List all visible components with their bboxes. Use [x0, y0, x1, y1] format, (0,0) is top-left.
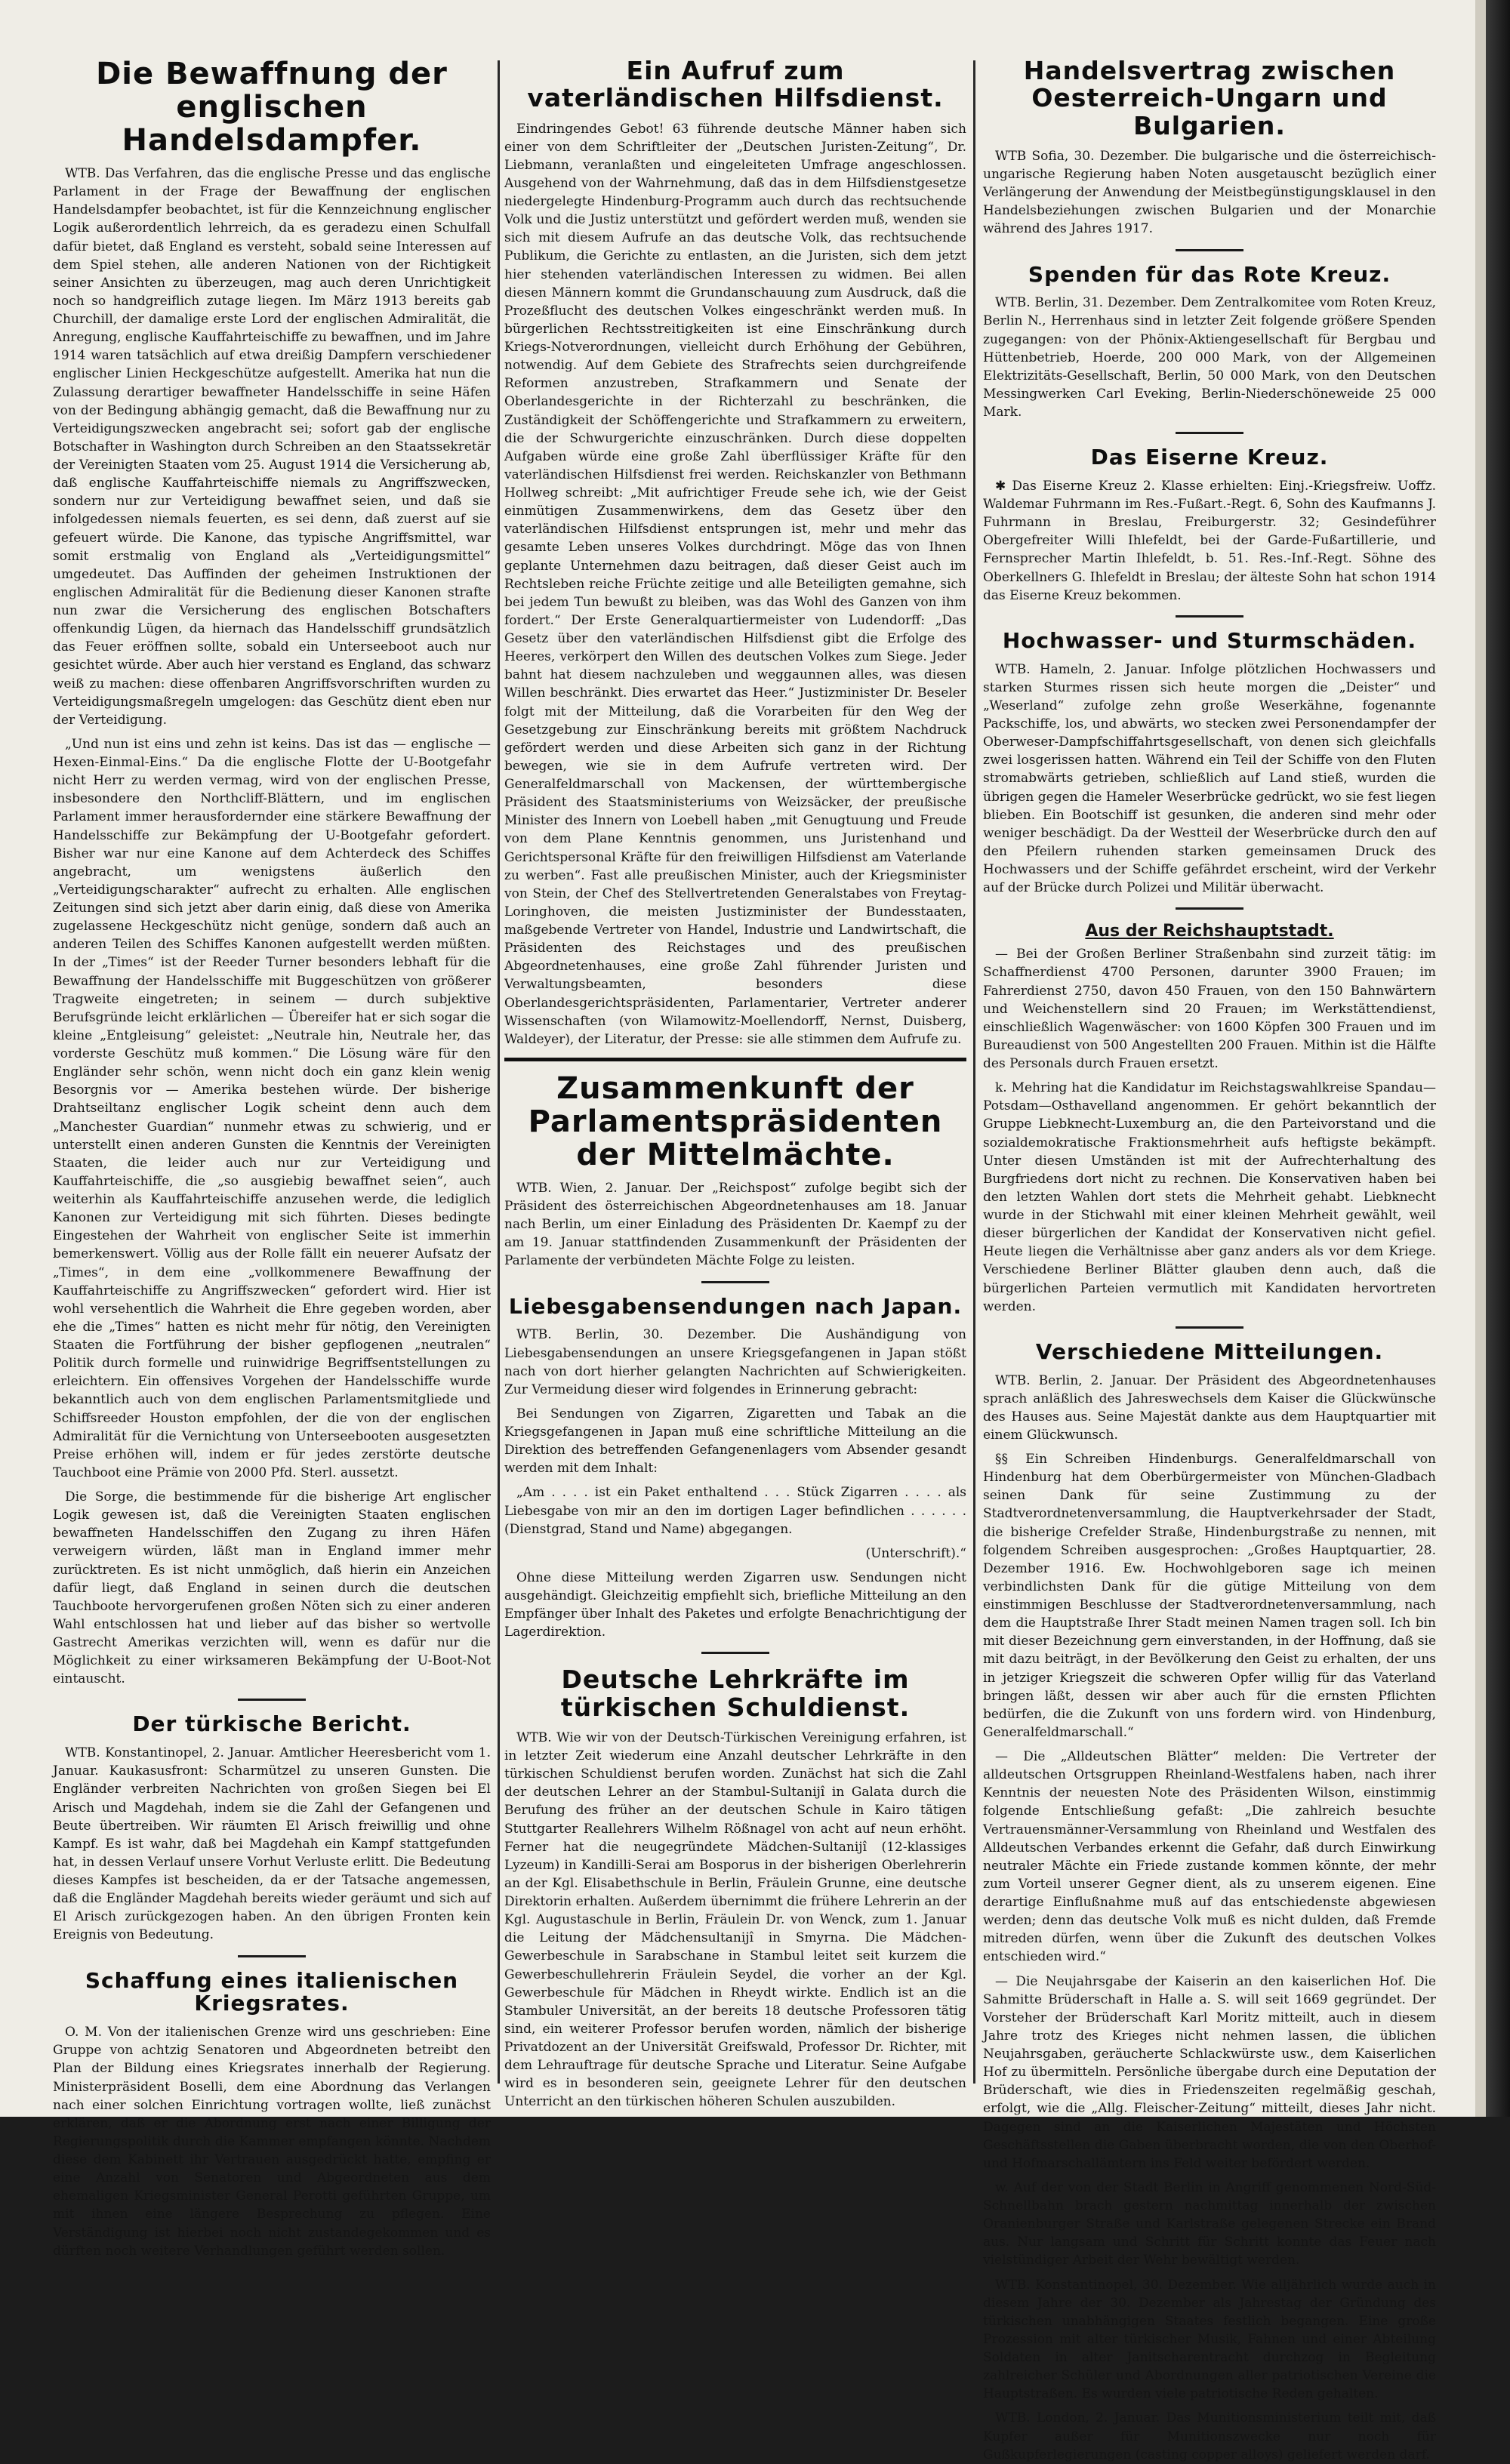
article-paragraph: Ohne diese Mitteilung werden Zigarren usw. Sendungen nicht ausgehändigt. Gleichzeitig empfiehlt sich, briefliche Mitteilung an den Empfänger über Inhalt des Paketes und erfolgte Benachrichtigung der Lagerdirektion.: [504, 1569, 966, 1640]
article-paragraph: Eindringendes Gebot! 63 führende deutsche Männer haben sich einer von dem Schriftleiter der „Deutschen Juristen-Zeitung“, Dr. Liebmann, veranlaßten und eingeleiteten Umfrage angeschlossen. Ausgehend von der Wahrnehmung, daß das in dem Hilfsdienstgesetze niedergelegte Hindenburg-Programm auch durch das rechtsuchende Volk und die Justiz unterstützt und gefördert werden muß, wenden sie sich mit diesem Aufrufe an das deutsche Volk, das rechtsuchende Publikum, die Gerichte zu entlasten, an die Juristen, sich dem jetzt hier stehenden vaterländischen Interessen zu widmen. Bei allen diesen Männern kommt die Grundanschauung zum Ausdruck, daß die Prozeßflucht des deutschen Volkes eingeschränkt werden muß. In bürgerlichen Rechtsstreitigkeiten ist eine Einschränkung durch Kriegs-Notverordnungen, vielleicht durch Erhöhung der Gebühren, notwendig. Auf dem Gebiete des Strafrechts seien durchgreifende Reformen anzustreben, Strafkammern und Senate der Oberlandesgerichte in der Richterzahl zu beschränken, die Zuständigkeit der Schöffengerichte und Strafkammern zu erweitern, die der Schwurgerichte einzuschränken. Durch diese doppelten Aufgaben würde eine große Zahl überflüssiger Kräfte für den vaterländischen Hilfsdienst frei werden. Reichskanzler von Bethmann Hollweg schreibt: „Mit aufrichtiger Freude sehe ich, wie der Geist einmütigen Zusammenwirkens, dem das Gesetz über den vaterländischen Hilfsdienst entsprungen ist, mehr und mehr das gesamte Leben unseres Volkes durchdringt. Möge das von Ihnen geplante Unternehmen dazu beitragen, daß dieser Geist auch im Rechtsleben reiche Früchte zeitige und alle Beteiligten gemahne, sich bei jedem Tun bewußt zu bleiben, was das Wohl des Ganzen von ihm fordert.“ Der Erste Generalquartiermeister von Ludendorff: „Das Gesetz über den vaterländischen Hilfsdienst gibt die Erfolge des Heeres, verkörpert den Willen des deutschen Volkes zum Siege. Jeder bahnt hat diesem nachzuleben und weggaunnen alles, was diesen Willen beschränkt. Dies erwartet das Heer.“ Justizminister Dr. Beseler folgt mit der Mitteilung, daß die Vorarbeiten für den Weg der Gesetzgebung zur Einschränkung bereits mit größtem Nachdruck gefördert werden und diese Arbeiten sich ganz in der Richtung bewegen, wie sie in dem Aufrufe vertreten wird. Der Generalfeldmarschall von Mackensen, der württembergische Präsident des Staatsministeriums von Weizsäcker, der preußische Minister des Innern von Loebell haben „mit Genugtuung und Freude von dem Plane Kenntnis genommen, uns Juristenhand und Gerichtspersonal Kräfte für den freiwilligen Hilfsdienst am Vaterlande zu werben“. Fast alle preußischen Minister, auch der Kriegsminister von Stein, der Chef des Stellvertretenden Generalstabes von Freytag-Loringhoven, die meisten Justizminister der Bundesstaaten, maßgebende Vertreter von Handel, Industrie und Landwirtschaft, die Präsidenten des Reichstages und des preußischen Abgeordnetenhauses, eine große Zahl führender Juristen und Verwaltungsbeamten, besonders diese Oberlandesgerichtspräsidenten, Parlamentarier, Vertreter anderer Wissenschaften (von Wilamowitz-Moellendorff, Nernst, Duisberg, Waldeyer), der Literatur, der Presse: sie alle stimmen dem Aufrufe zu.: [504, 121, 966, 1047]
article-paragraph: WTB. London, 2. Januar. Das Munitionsministerium teilt mit, daß Kupfer außer für Munitionszwecke nur noch für Gußkupferlegierungen (casting copper alloys) geliefert werden darf.: [983, 2410, 1436, 2462]
article-paragraph: WTB. Konstantinopel, 2. Januar. Amtlicher Heeresbericht vom 1. Januar. Kaukasusfront: Scharmützel zu unseren Gunsten. Die Engländer verbreiten Nachrichten von großen Siegen bei El Arisch und Magdehah, indem sie die Zahl der Gefangenen und Beute übertreiben. Wir räumten El Arisch freiwillig und ohne Kampf. Es ist wahr, daß bei Magdehah ein Kampf stattgefunden hat, in dessen Verlauf unsere Vorhut Verluste erlitt. Die Bedeutung dieses Kampfes ist bescheiden, da er der Tatsache angemessen, daß die Engländer Magdehah bereits wieder geräumt und sich auf El Arisch zurückgezogen haben. An den übrigen Fronten kein Ereignis von Bedeutung.: [53, 1745, 491, 1943]
section-divider: [701, 1281, 769, 1283]
article-paragraph: WTB Sofia, 30. Dezember. Die bulgarische und die österreichisch-ungarische Regierung haben Noten ausgetauscht bezüglich einer Verlängerung der Anwendung der Meistbegünstigungsklausel in den Handelsbeziehungen zwischen Bulgarien und der Monarchie während des Jahres 1917.: [983, 148, 1436, 237]
article-paragraph: WTB. Hameln, 2. Januar. Infolge plötzlichen Hochwassers und starken Sturmes rissen sich heute morgen die „Deister“ und „Weserland“ zufolge zehn große Weserkähne, fogenannte Packschiffe, los, und abwärts, wo stecken zwei Personendampfer der Oberweser-Dampfschiffahrtsgesellschaft, von denen sich gleichfalls zwei losgerissen hatten. Während ein Teil der Schiffe von den Fluten stromabwärts getrieben, schließlich auf Land stieß, wurden die übrigen gegen die Hameler Weserbrücke gedrückt, wo sie fest liegen blieben. Ein Bootschiff ist gesunken, die anderen sind mehr oder weniger beschädigt. Da der Westteil der Weserbrücke durch den auf den Pfeilern ruhenden starken gemeinsamen Druck des Hochwassers und der Schiffe gefährdet erscheint, wird der Verkehr auf der Brücke durch Polizei und Militär überwacht.: [983, 661, 1436, 896]
column-rule: [498, 60, 500, 2084]
section-divider: [1176, 432, 1243, 434]
headline-liebesgaben-japan: Liebesgabensendungen nach Japan.: [508, 1293, 963, 1319]
column-middle: [504, 53, 966, 2110]
headline-tuerkischer-bericht: Der türkische Bericht.: [132, 1711, 411, 1737]
headline-mitteilungen: Verschiedene Mitteilungen.: [1035, 1338, 1384, 1364]
article-paragraph: WTB. Berlin, 30. Dezember. Die Aushändigung von Liebesgabensendungen an unsere Kriegsgefangenen in Japan stößt nach von dort hierher gelangten Nachrichten auf Schwierigkeiten. Zur Vermeidung dieser wird folgendes in Erinnerung gebracht:: [504, 1327, 966, 1397]
article-paragraph: — Bei der Großen Berliner Straßenbahn sind zurzeit tätig: im Schaffnerdienst 4700 Personen, darunter 3900 Frauen; im Fahrerdienst 2750, davon 450 Frauen, von den 150 Bahnwärtern und Weichenstellern sind 20 Frauen; im Werkstättendienst, einschließlich Wagenwäscher: von 1600 Köpfen 300 Frauen und im Bureaudienst von 500 Angestellten 200 Frauen. Mithin ist die Hälfte des Personals durch Frauen ersetzt.: [983, 947, 1436, 1072]
headline-rotes-kreuz: Spenden für das Rote Kreuz.: [1028, 261, 1391, 287]
article-paragraph: WTB. Das Verfahren, das die englische Presse und das englische Parlament in der Frage der Bewaffnung der englischen Handelsdampfer beobachtet, ist für die Kennzeichnung englischer Logik außerordentlich lehrreich, da es geradezu einen Schulfall dafür bietet, daß England es versteht, sobald seine Interessen auf dem Spiel stehen, alle anderen Nationen von der Richtigkeit seiner Ansichten zu überzeugen, mag auch deren Unrichtigkeit noch so handgreiflich zutage liegen. Im März 1913 bereits gab Churchill, der damalige erste Lord der englischen Admiralität, die Anregung, englische Kauffahrteischiffe zu bewaffnen, und im Jahre 1914 waren tatsächlich auf etwa dreißig Dampfern verschiedener englischer Linien Heckgeschütze aufgestellt. Amerika hat nun die Zulassung derartiger bewaffneter Handelsschiffe in seine Häfen von der Bedingung abhängig gemacht, daß die Bewaffnung nur zu Verteidigungszwecken angebracht sei; sofort gab der englische Botschafter in Washington durch Schreiben an den Staatssekretär der Vereinigten Staaten vom 25. August 1914 die Versicherung ab, daß englische Kauffahrteischiffe niemals zu Angriffszwecken, sondern nur zur Verteidigung bewaffnet seien, und daß sie infolgedessen niemals feuerten, es sei denn, daß zuerst auf sie gefeuert würde. Die Kanone, das typische Angriffsmittel, war somit erstmalig von England als „Verteidigungsmittel“ umgedeutet. Das Auffinden der geheimen Instruktionen der englischen Admiralität für die Bedienung dieser Kanonen strafte nun zwar die Versicherung des englischen Botschafters offenkundig Lügen, da hiernach das Handelsschiff grundsätzlich das Feuer eröffnen sollte, sobald ein Unterseeboot auch nur gesichtet würde. Aber auch hier verstand es England, das schwarz weiß zu machen: diese offenbaren Angriffsvorschriften wurden zu Verteidigungsmaßregeln umgelogen: das Geschütz dient eben nur der Verteidigung.: [53, 166, 491, 728]
section-divider: [504, 1058, 966, 1061]
scan-edge: [1486, 0, 1510, 2117]
article-paragraph: — Die „Alldeutschen Blätter“ melden: Die Vertreter der alldeutschen Ortsgruppen Rheinland-Westfalens haben, nach ihrer Kenntnis der neuesten Note des Präsidenten Wilson, einstimmig folgende Entschließung gefaßt: „Die zahlreich besuchte Vertrauensmänner-Versammlung von Rheinland und Westfalen des Alldeutschen Verbandes erkennt die Gefahr, daß durch Einwirkung neutraler Mächte ein Friede zustande kommen könnte, der mehr zum Vorteil unserer Gegner dient, als zu unserem eigenen. Eine derartige Einflußnahme muß auf das entschiedenste abgewiesen werden; denn das deutsche Volk muß es nicht dulden, daß Fremde mitreden dürfen, wenn über die Zukunft des deutschen Volkes entschieden wird.“: [983, 1749, 1436, 1965]
section-divider: [238, 1955, 306, 1957]
article-paragraph: O. M. Von der italienischen Grenze wird uns geschrieben: Eine Gruppe von achtzig Senatoren und Abgeordneten betreibt den Plan der Bildung eines Kriegsrates innerhalb der Regierung. Ministerpräsident Boselli, dem eine Abordnung das Verlangen nach einer solchen Einrichtung vortragen wollte, ließ zunächst erklären, daß er die Abordnung erst nach einer Billigung der Regierungspolitik durch die Kammer empfangen könnte. Nachdem diese dem Kabinett ihr Vertrauen ausgedrückt hatte, empfing er eine Anzahl von Senatoren und Abgeordneten aus dem ehemaligen Kriegsminister General Perotti geführten Gruppe, um mit ihnen eine längere Besprechung zu pflegen. Eine Verständigung ist hierbei noch nicht zustandegekommen und es dürften noch weitere Verhandlungen geführt werden sollen.: [53, 2025, 491, 2259]
article-paragraph: — Die Neujahrsgabe der Kaiserin an den kaiserlichen Hof. Die Sahmitte Brüderschaft in Halle a. S. will seit 1669 gegründet. Der Vorsteher der Brüderschaft Karl Moritz mitteilt, auch in diesem Jahre trotz des Krieges nicht nehmen lassen, die üblichen Neujahrsgaben, geräucherte Schlackwürste usw., dem Kaiserlichen Hof zu übermitteln. Persönliche übergabe durch eine Deputation der Brüderschaft, wie dies in Friedenszeiten regelmäßig geschah, erfolgt, wie die „Allg. Fleischer-Zeitung“ mitteilt, dieses Jahr nicht. Dagegen sind an die Kaiserlichen Majestäten und Höchsten Geschäftsstellen die Gaben überbracht worden, die von den Oberhof- und Hofmarschallämtern ins Feld weiter befördert werden.: [983, 1973, 1436, 2171]
headline-hochwasser: Hochwasser- und Sturmschäden.: [1002, 627, 1417, 653]
headline-aufruf-hilfsdienst: Ein Aufruf zum vaterländischen Hilfsdienst.: [527, 56, 944, 113]
article-paragraph: ✱ Das Eiserne Kreuz 2. Klasse erhielten: Einj.-Kriegsfreiw. Uoffz. Waldemar Fuhrmann im Res.-Fußart.-Regt. 6, Sohn des Kaufmanns J. Fuhrmann in Breslau, Freiburgerstr. 32; Gesindeführer Obergefreiter Willi Ihlefeldt, bei der Garde-Fußartillerie, und Fernsprecher Martin Ihlefeldt, b. 51. Res.-Inf.-Regt. Söhne des Oberkellners G. Ihlefeldt in Breslau; der älteste Sohn hat schon 1914 das Eiserne Kreuz bekommen.: [983, 478, 1436, 603]
section-divider: [701, 1652, 769, 1654]
section-divider: [238, 1699, 306, 1701]
article-paragraph: WTB. Berlin, 31. Dezember. Dem Zentralkomitee vom Roten Kreuz, Berlin N., Herrenhaus sind in letzter Zeit folgende größere Spenden zugegangen: von der Phönix-Aktiengesellschaft für Bergbau und Hüttenbetrieb, Hoerde, 200 000 Mark, von der Allgemeinen Elektrizitäts-Gesellschaft, Berlin, 50 000 Mark, von den Deutschen Messingwerken Carl Eveking, Berlin-Niederschöneweide 25 000 Mark.: [983, 295, 1436, 420]
headline-eiserne-kreuz: Das Eiserne Kreuz.: [1090, 445, 1329, 470]
article-paragraph: Die Sorge, die bestimmende für die bisherige Art englischer Logik gewesen ist, daß die Vereinigten Staaten englischen bewaffneten Handelsschiffen den Zugang zu ihren Häfen verweigern würden, läßt man in England immer mehr zurücktreten. Es ist nicht unmöglich, daß hierin ein Anzeichen dafür liegt, daß England in seinen durch die deutschen Tauchboote hervorgerufenen großen Nöten sich zu einer anderen Wahl entschlossen hat und lieber auf das bisher so wertvolle Gastrecht Amerikas verzichten will, wenn es dafür nur die Möglichkeit zu einer wirksameren Bekämpfung der U-Boot-Not eintauscht.: [53, 1489, 491, 1687]
headline-lehrkraefte-tuerkei: Deutsche Lehrkräfte im türkischen Schuldienst.: [560, 1665, 911, 1722]
section-divider: [1176, 907, 1243, 910]
article-paragraph: WTB. Konstantinopel, 30. Dezember. Wie alljährlich wurde auch in diesem Jahre der 30. Dezember als Jahrestag der Gründung des türkischen unabhängigen Staates festlich begangen. Eine große Prozession mit alter türkischer Musik, Fahnen und einer Abteilung Soldaten in alter Janitscharentracht durchzog in Begleitung zahlreicher Schüler und Abordnungen aller patriotischen Vereine die Hauptstraßen. Es wurden viele patriotische Reden gehalten.: [983, 2277, 1436, 2402]
section-divider: [1176, 615, 1243, 618]
column-left: [53, 53, 491, 2259]
article-paragraph: WTB. Wien, 2. Januar. Der „Reichspost“ zufolge begibt sich der Präsident des österreichischen Abgeordnetenhauses am 18. Januar nach Berlin, um einer Einladung des Präsidenten Dr. Kaempf zu der am 19. Januar stattfindenden Zusammenkunft der Präsidenten der Parlamente der verbündeten Mächte Folge zu leisten.: [504, 1180, 966, 1269]
article-paragraph: „Und nun ist eins und zehn ist keins. Das ist das — englische — Hexen-Einmal-Eins.“ Da die englische Flotte der U-Bootgefahr nicht Herr zu werden vermag, wird von der englischen Presse, insbesondere den Northcliff-Blättern, und im englischen Parlament immer herausfordernder eine stärkere Bewaffnung der Handelsschiffe zur Bekämpfung der U-Bootgefahr gefordert. Bisher war nur eine Kanone auf dem Achterdeck des Schiffes angebracht, um wenigstens äußerlich den „Verteidigungscharakter“ aufrecht zu erhalten. Alle englischen Zeitungen sind sich jetzt aber darin einig, daß diese von Amerika zugelassene Heckgeschütz nicht genüge, sondern daß auch an anderen Teilen des Schiffes Kanonen aufgestellt werden müßten. In der „Times“ ist der Reeder Turner besonders lebhaft für die Bewaffnung der Handelsschiffe mit Buggeschützen von größerer Tragweite eingetreten; in seinem — durch subjektive Berufsgründe leicht erklärlichen — Übereifer hat er sich sogar die kleine „Entgleisung“ geleistet: „Neutrale hin, Neutrale her, das vorderste Geschütz muß kommen.“ Die Lösung wäre für den Engländer sehr schön, wenn nicht doch ein ganz klein wenig Besorgnis vor — Amerika bestehen würde. Der bisherige Drahtseiltanz englischer Logik scheint denn auch dem „Manchester Guardian“ nunmehr etwas zu schwierig, und er unterstellt einen anderen Gunsten die Kenntnis der Vereinigten Staaten, die leider auch nur zur Verteidigung und Kauffahrteischiffe, die „so ausgiebig bewaffnet seien“, auch weiterhin als Kauffahrteischiffe anzusehen werde, die lediglich Kanonen zur Verteidigung mit sich führten. Dieses bedingte Eingestehen der Wahrheit von englischer Seite ist immerhin bemerkenswert. Völlig aus der Rolle fällt ein neuerer Aufsatz der „Times“, in dem eine „vollkommenere Bewaffnung der Kauffahrteischiffe zu Angriffszwecken“ gefordert wird. Hier ist wohl versehentlich die Wahrheit die Ehre gegeben worden, aber ehe die „Times“ hatten es nicht mehr für nötig, den Vereinigten Staaten die Fortführung der bisher gepflogenen „neutralen“ Politik durch formelle und ruinwidrige Begriffsentstellungen zu erleichtern. Ein offensives Vorgehen der Handelsschiffe wurde bekanntlich auch von dem englischen Parlamentsmitgliede und Schiffsreeder Houston empfohlen, der die von der englischen Admiralität für die Vernichtung von Unterseebooten ausgesetzten Preise erhöhen will, indem er für jedes zerstörte deutsche Tauchboot eine Prämie von 2000 Pfd. Sterl. aussetzt.: [53, 736, 491, 1480]
article-paragraph: (Unterschrift).“: [865, 1545, 966, 1561]
article-paragraph: „Am . . . . ist ein Paket enthaltend . . . Stück Zigarren . . . . als Liebesgabe von mir an den im dortigen Lager befindlichen . . . . . . (Dienstgrad, Stand und Name) abgegangen.: [504, 1485, 966, 1537]
article-paragraph: WTB. Berlin, 2. Januar. Der Präsident des Abgeordnetenhauses sprach anläßlich des Jahreswechsels dem Kaiser die Glückwünsche des Hauses aus. Seine Majestät dankte aus dem Hauptquartier mit einem Glückwunsch.: [983, 1372, 1436, 1443]
headline-reichshauptstadt: Aus der Reichshauptstadt.: [1085, 922, 1334, 941]
article-paragraph: WTB. Wie wir von der Deutsch-Türkischen Vereinigung erfahren, ist in letzter Zeit wiederum eine Anzahl deutscher Lehrkräfte in den türkischen Schuldienst berufen worden. Zunächst hat sich die Zahl der deutschen Lehrer an der Stambul-Sultanijî in Galata durch die Berufung des früher an der deutschen Schule in Kairo tätigen Stuttgarter Reallehrers Wilhelm Rößnagel von acht auf neun erhöht. Ferner hat die neugegründete Mädchen-Sultanijî (12-klassiges Lyzeum) in Kandilli-Serai am Bosporus in der bisherigen Oberlehrerin an der Kgl. Elisabethschule in Berlin, Fräulein Grunne, eine deutsche Direktorin erhalten. Außerdem übernimmt die frühere Lehrerin an der Kgl. Augustaschule in Berlin, Fräulein Dr. von Wenck, zum 1. Januar die Leitung der Mädchensultanijî in Smyrna. Die Mädchen-Gewerbeschule in Sarabschane in Stambul leitet seit kurzem die Gewerbeschullehrerin Fräulein Seydel, die vorher an der Kgl. Gewerbeschule für Mädchen in Rheydt wirkte. Endlich ist an die Stambuler Universität, an der bereits 18 deutsche Professoren tätig sind, ein weiterer Professor berufen worden, nämlich der bisherige Privatdozent an der Universität Greifswald, Professor Dr. Richter, mit dem Lehrauftrage für deutsche Sprache und Literatur. Seine Aufgabe wird es in besonderen sein, geeignete Lehrer für den deutschen Unterricht an den türkischen höheren Schulen auszubilden.: [504, 1729, 966, 2110]
article-paragraph: Bei Sendungen von Zigarren, Zigaretten und Tabak an die Kriegsgefangenen in Japan muß eine schriftliche Mitteilung an die Direktion des betreffenden Gefangenenlagers vom Absender gesandt werden mit dem Inhalt:: [504, 1406, 966, 1477]
headline-bewaffnung: Die Bewaffnung der englischen Handelsdampfer.: [96, 57, 448, 158]
article-paragraph: §§ Ein Schreiben Hindenburgs. Generalfeldmarschall von Hindenburg hat dem Oberbürgermeister von München-Gladbach seinen Dank für seine Zustimmung zu der Stadtverordnetenversammlung, die Hauptverkehrsader der Stadt, die bisherige Crefelder Straße, Hindenburgstraße zu nennen, mit folgendem Schreiben ausgesprochen: „Großes Hauptquartier, 28. Dezember 1916. Ew. Hochwohlgeboren sage ich meinen verbindlichsten Dank für die gütige Mitteilung von dem einstimmigen Beschlusse der Stadtverordnetenversammlung, nach dem die Hauptstraße Ihrer Stadt meinen Namen tragen soll. Ich bin mit dieser Bezeichnung gern einverstanden, in der Hoffnung, daß sie mit dazu beiträgt, in der Bevölkerung den Geist zu erhalten, der uns in jetziger Kriegszeit die schweren Opfer willig für das Vaterland bringen läßt, dessen wir aber auch für die ernsten Pflichten bedürfen, die die Zukunft von uns fordern wird. von Hindenburg, Generalfeldmarschall.“: [983, 1452, 1436, 1740]
column-rule: [973, 60, 975, 2084]
article-paragraph: k. Mehring hat die Kandidatur im Reichstagswahlkreise Spandau—Potsdam—Osthavelland angenommen. Er gehört bekanntlich der Gruppe Liebknecht-Luxemburg an, die den Parteivorstand und die sozialdemokratische Fraktionsmehrheit aufs heftigste bekämpft. Unter diesen Umständen ist mit der Aufrechterhaltung des Burgfriedens dort nicht zu rechnen. Die Konservativen haben bei den letzten Wahlen dort stets die Mehrheit gehabt. Liebknecht wurde in der Stichwahl mit einer kleinen Mehrheit gewählt, weil dieser bürgerlichen der Kandidat der Konservativen nicht gefiel. Heute liegen die Verhältnisse aber ganz anders als vor dem Kriege. Verschiedene Berliner Blätter glauben denn auch, daß die bürgerlichen Parteien vermutlich mit Kandidaten hervortreten werden.: [983, 1080, 1436, 1314]
headline-handelsvertrag: Handelsvertrag zwischen Oesterreich-Ungarn und Bulgarien.: [1023, 56, 1396, 140]
section-divider: [1176, 249, 1243, 251]
headline-italienischer-kriegsrat: Schaffung eines italienischen Kriegsrates.: [85, 1967, 459, 2016]
column-right: [983, 53, 1436, 2462]
article-paragraph: w. Auf der von der Stadt Berlin in Angriff genommenen Nord-Süd-Schnellbahn brach gestern nachmittag innerhalb der zwischen Oranienburger Straße und Karlstraße gelegenen Strecke ein Brand aus. Nur langsam und Schritt für Schritt konnte das Feuer nach vielstündiger Arbeit der Wehr bewältigt werden.: [983, 2179, 1436, 2268]
headline-parlamentspraesidenten: Zusammenkunft der Parlamentspräsidenten der Mittelmächte.: [528, 1070, 943, 1172]
section-divider: [1176, 1326, 1243, 1329]
